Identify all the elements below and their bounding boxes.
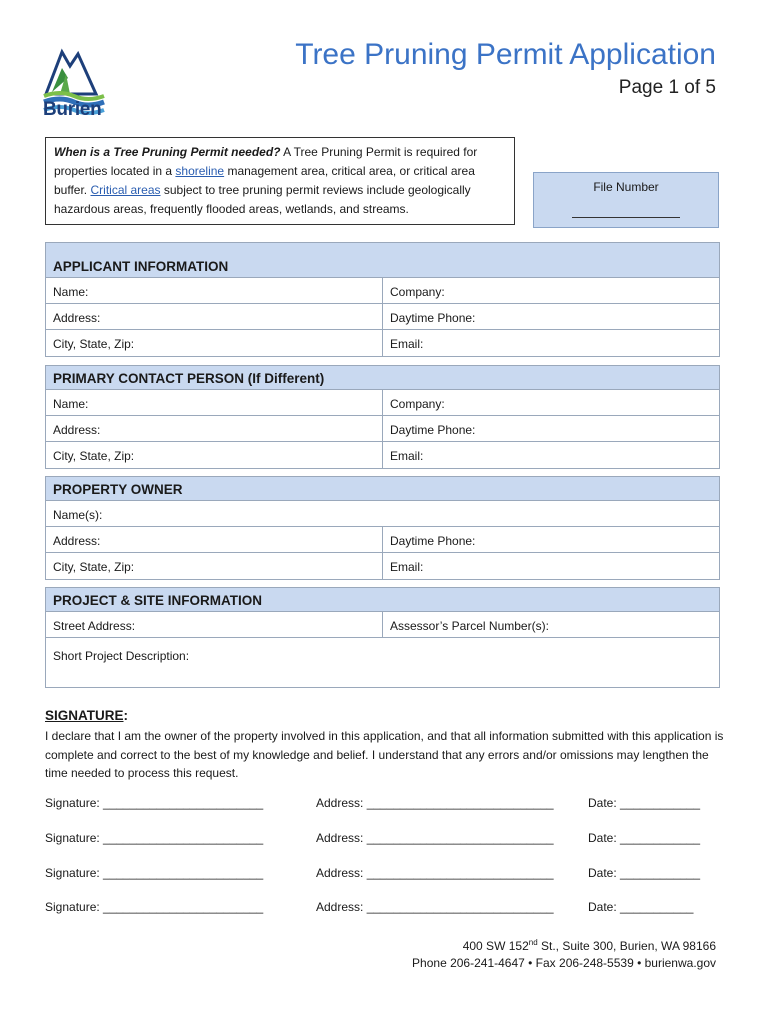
owner-address-field[interactable]: Address:: [46, 527, 383, 552]
project-street-field[interactable]: Street Address:: [46, 612, 383, 637]
applicant-name-field[interactable]: Name:: [46, 278, 383, 303]
signature-address-field[interactable]: Address: ____________________________: [316, 900, 554, 914]
contact-name-field[interactable]: Name:: [46, 390, 383, 415]
contact-heading: PRIMARY CONTACT PERSON (If Different): [46, 366, 719, 390]
table-row: [46, 330, 719, 356]
signature-address-field[interactable]: Address: ____________________________: [316, 866, 554, 880]
info-question: When is a Tree Pruning Permit needed?: [54, 145, 281, 159]
owner-city-field[interactable]: City, State, Zip:: [46, 553, 383, 579]
table-row: [46, 416, 719, 442]
signature-row: [45, 796, 725, 814]
signature-row: [45, 866, 725, 884]
signature-address-field[interactable]: Address: ____________________________: [316, 796, 554, 810]
owner-email-field[interactable]: Email:: [390, 560, 424, 574]
owner-heading: PROPERTY OWNER: [46, 477, 719, 501]
contact-phone-field[interactable]: Daytime Phone:: [390, 423, 476, 437]
contact-company-field[interactable]: Company:: [390, 397, 445, 411]
signature-address-field[interactable]: Address: ____________________________: [316, 831, 554, 845]
table-row: [46, 278, 719, 304]
applicant-section: [45, 242, 720, 357]
table-row: [46, 304, 719, 330]
signature-field[interactable]: Signature: ________________________: [45, 900, 264, 914]
contact-address-field[interactable]: Address:: [46, 416, 383, 441]
info-text-2: management area, critical area, or critical area buffer.: [54, 164, 475, 197]
signature-row: [45, 831, 725, 849]
file-number-box: [533, 172, 719, 228]
project-heading: PROJECT & SITE INFORMATION: [46, 588, 719, 612]
signature-declaration: I declare that I am the owner of the property involved in this application, and that all information submitted with this application is complete and correct to the best of my knowledge and belief. I understand that any errors and/or omissions may lengthen the time needed to process this request.: [45, 729, 724, 780]
signature-field[interactable]: Signature: ________________________: [45, 866, 264, 880]
footer-contact: Phone 206-241-4647 • Fax 206-248-5539 • burienwa.gov: [412, 956, 716, 970]
signature-colon: :: [123, 708, 129, 723]
footer-address: [463, 938, 716, 953]
signature-field[interactable]: Signature: ________________________: [45, 831, 264, 845]
footer-address-sup: nd: [528, 938, 538, 947]
table-row: [46, 638, 719, 687]
applicant-heading: APPLICANT INFORMATION: [46, 243, 719, 278]
project-parcel-field[interactable]: Assessor’s Parcel Number(s):: [390, 619, 549, 633]
signature-date-field[interactable]: Date: ____________: [588, 796, 701, 810]
table-row: [46, 527, 719, 553]
applicant-address-field[interactable]: Address:: [46, 304, 383, 329]
owner-section: [45, 476, 720, 580]
table-row: [46, 442, 719, 468]
applicant-city-field[interactable]: City, State, Zip:: [46, 330, 383, 356]
page-title: Tree Pruning Permit Application: [295, 38, 716, 71]
signature-date-field[interactable]: Date: ____________: [588, 866, 701, 880]
contact-email-field[interactable]: Email:: [390, 449, 424, 463]
file-number-label: File Number: [593, 180, 659, 194]
applicant-phone-field[interactable]: Daytime Phone:: [390, 311, 476, 325]
info-text-3: subject to tree pruning permit reviews include geologically hazardous areas, frequently flooded areas, wetlands, and streams.: [54, 183, 471, 216]
signature-heading: [45, 708, 128, 723]
file-number-field[interactable]: [572, 207, 680, 218]
applicant-company-field[interactable]: Company:: [390, 285, 445, 299]
owner-phone-field[interactable]: Daytime Phone:: [390, 534, 476, 548]
logo-wordmark: Burien: [43, 99, 102, 120]
table-row: [46, 501, 719, 527]
footer-address-pre: 400 SW 152: [462, 939, 529, 953]
table-row: [46, 390, 719, 416]
contact-section: [45, 365, 720, 469]
signature-field[interactable]: Signature: ________________________: [45, 796, 264, 810]
info-text-1: A Tree Pruning Permit is required for properties located in a: [54, 145, 478, 178]
signature-row: [45, 900, 725, 918]
signature-date-field[interactable]: Date: ____________: [588, 831, 701, 845]
footer-address-post: St., Suite 300, Burien, WA 98166: [537, 939, 716, 953]
permit-info-box: [45, 137, 515, 225]
project-description-field[interactable]: Short Project Description:: [53, 649, 190, 663]
signature-date-field[interactable]: Date: ___________: [588, 900, 694, 914]
applicant-email-field[interactable]: Email:: [390, 337, 424, 351]
table-row: [46, 553, 719, 579]
table-row: [46, 612, 719, 638]
shoreline-link[interactable]: shoreline: [175, 164, 225, 178]
owner-names-field[interactable]: Name(s):: [53, 508, 103, 522]
page-number: Page 1 of 5: [618, 77, 716, 98]
critical-areas-link[interactable]: Critical areas: [90, 183, 161, 197]
contact-city-field[interactable]: City, State, Zip:: [46, 442, 383, 468]
project-section: [45, 587, 720, 688]
signature-title: SIGNATURE: [45, 708, 124, 723]
